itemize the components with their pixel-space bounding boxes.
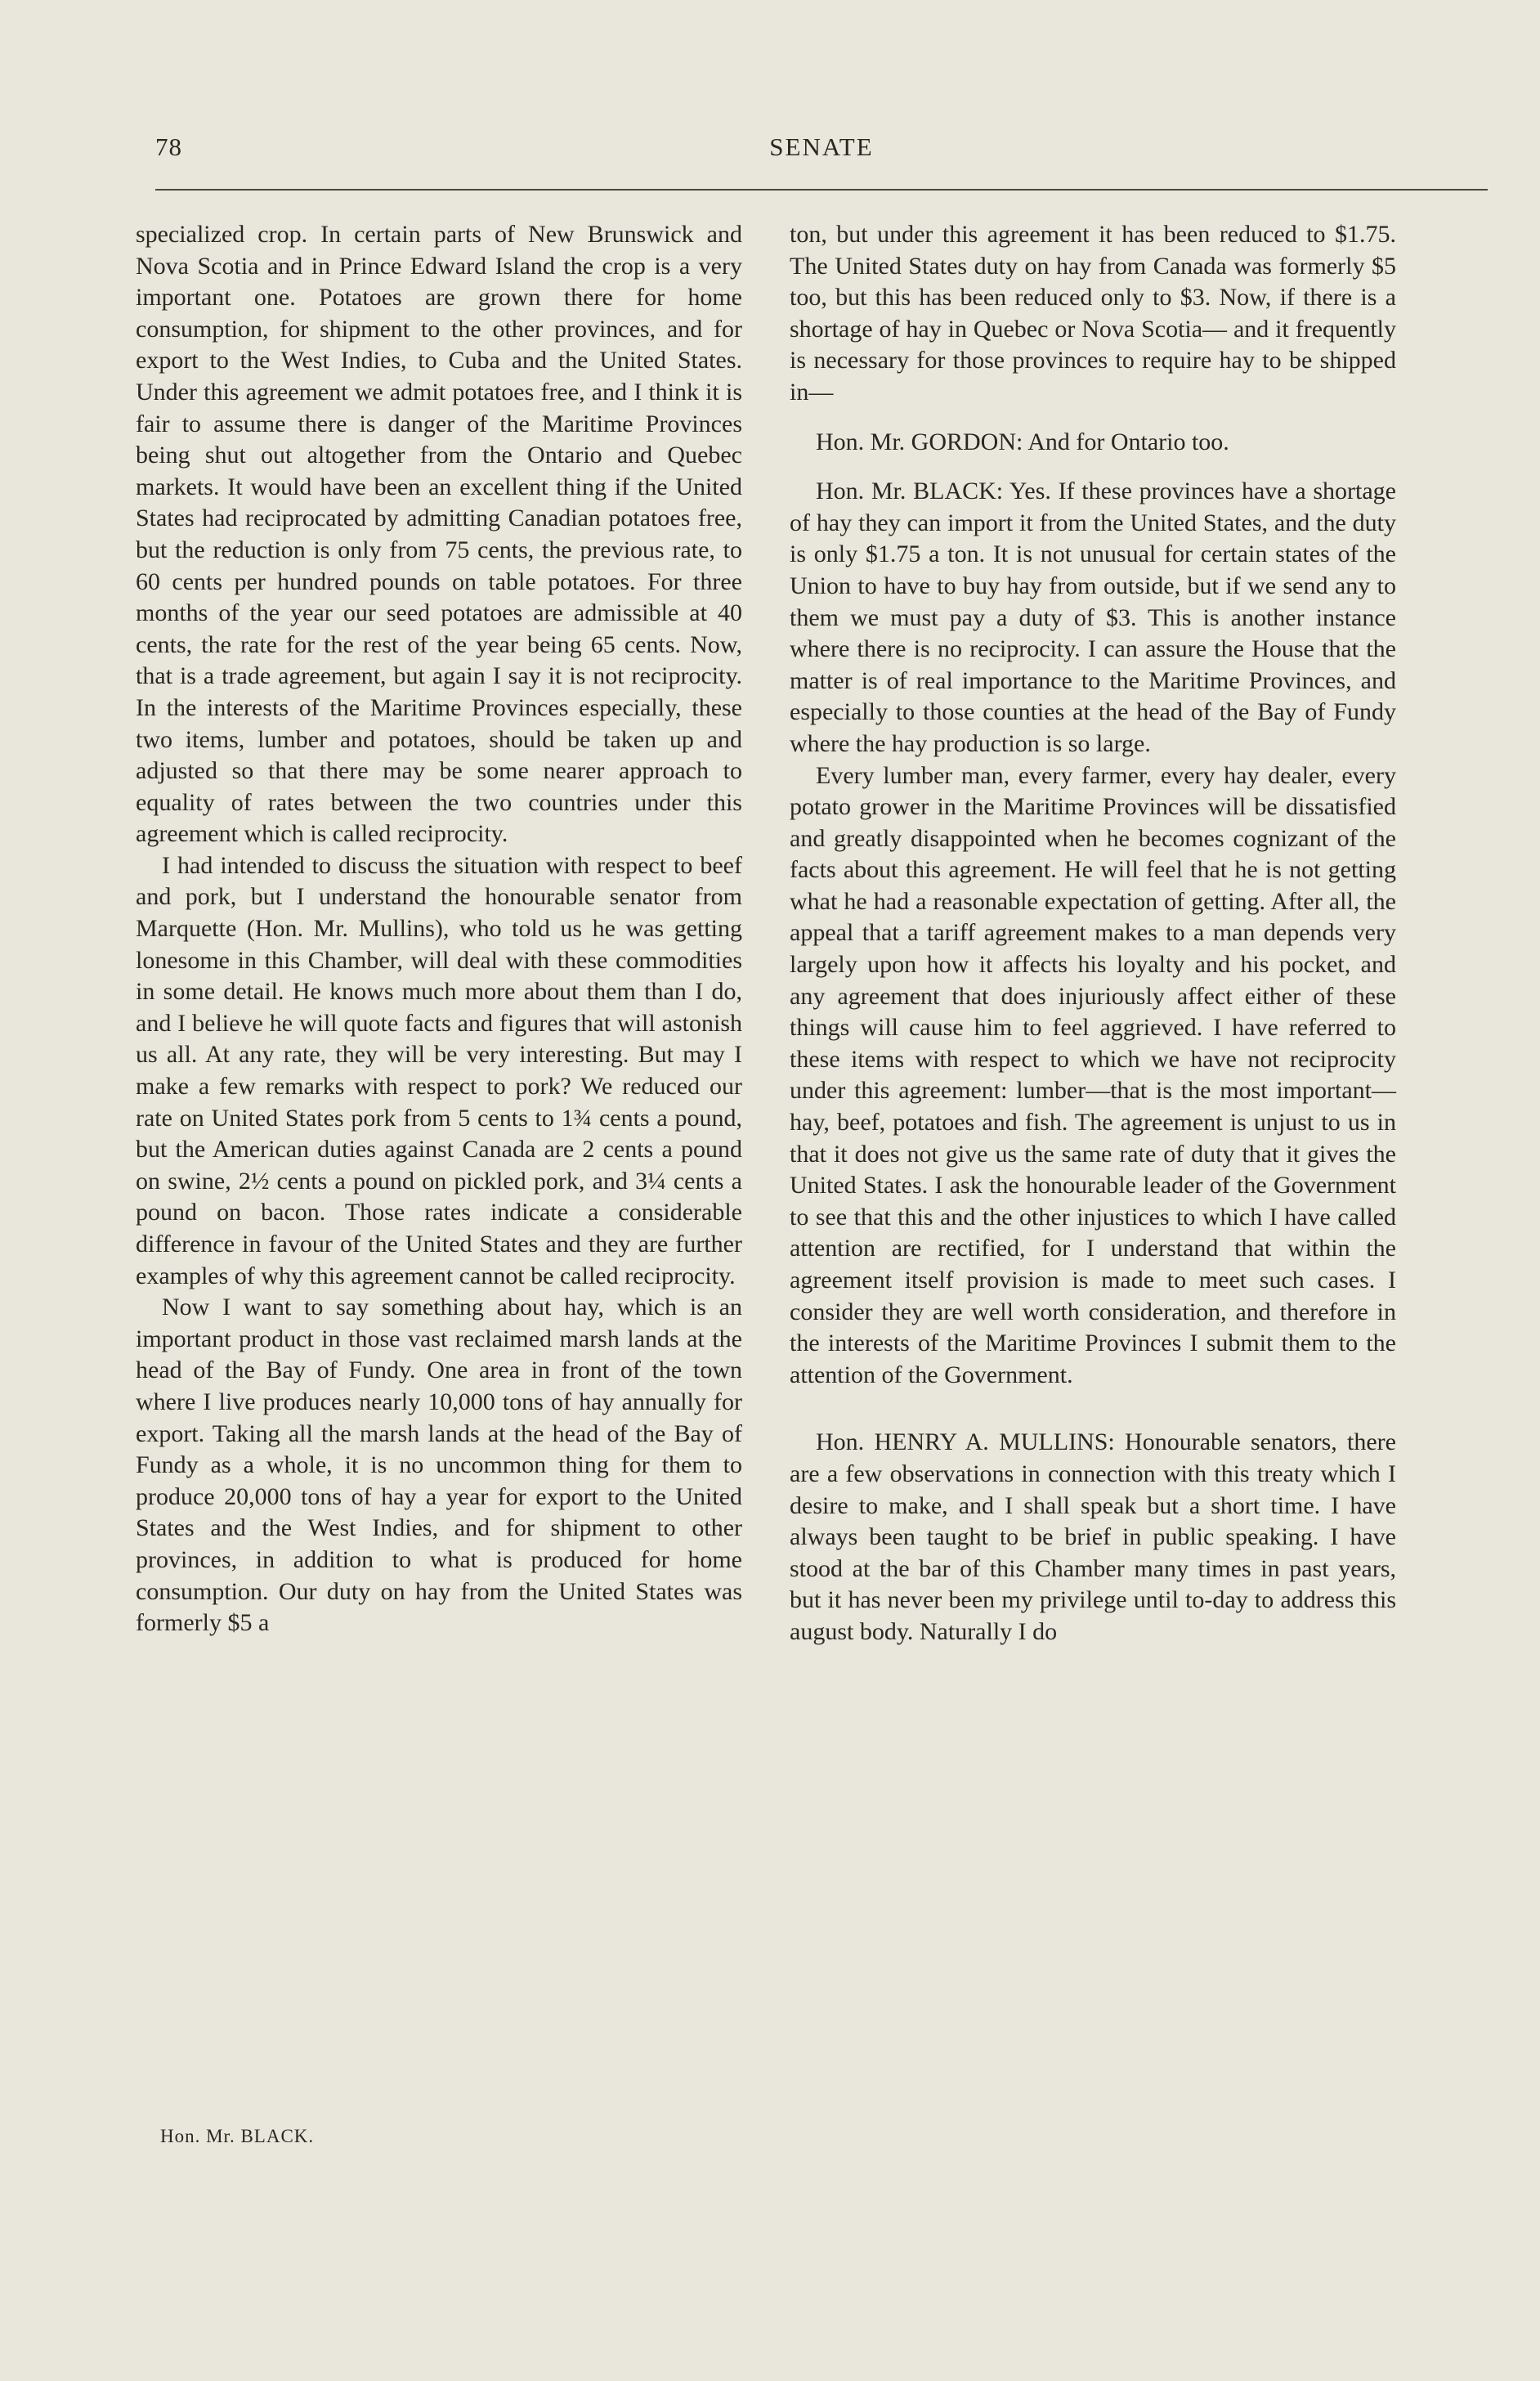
paragraph-continuation: ton, but under this agreement it has been reduced to $1.75. The United States duty on hay from Canada was formerly $5 too, but this has been reduced only to $3. Now, if there is a shortage of hay in Quebec or Nova Scotia— and it frequently is necessary for those provinces to require hay to be shipped in— bbox=[790, 221, 1396, 406]
speech-gordon: Hon. Mr. GORDON: And for Ontario too. bbox=[816, 428, 1229, 455]
left-column bbox=[136, 219, 742, 1639]
page-header bbox=[155, 129, 1488, 172]
speech-mullins: Hon. HENRY A. MULLINS: Honourable senators, there are a few observations in connection with this treaty which I desire to make, and I shall speak but a short time. I have always been taught to be brief in public speaking. I have stood at the bar of this Chamber many times in past years, but it has never been my privilege until to-day to address this august body. Naturally I do bbox=[790, 1428, 1396, 1645]
right-column bbox=[790, 219, 1396, 1648]
header-rule bbox=[155, 189, 1488, 191]
page-number: 78 bbox=[155, 132, 182, 161]
footer-speaker: Hon. Mr. BLACK. bbox=[160, 2126, 315, 2146]
speech-black: Hon. Mr. BLACK: Yes. If these provinces have a shortage of hay they can import it from the United States, and the duty is only $1.75 a ton. It is not unusual for certain states of the Union to have to buy hay from outside, but if we send any to them we must pay a duty of $3. This is another instance where there is no reciprocity. I can assure the House that the matter is of real importance to the Maritime Provinces, and especially to those counties at the head of the Bay of Fundy where the hay production is so large. bbox=[790, 478, 1396, 757]
paragraph-every-lumber-man: Every lumber man, every farmer, every hay dealer, every potato grower in the Maritime Provinces will be dissatisfied and greatly disappointed when he becomes cognizant of the facts about this agreement. He will feel that he is not getting what he had a reasonable expectation of getting. After all, the appeal that a tariff agreement makes to a man depends very largely upon how it affects his loyalty and his pocket, and any agreement that does injuriously affect either of these things will cause him to feel aggrieved. I have referred to these items with respect to which we have not reciprocity under this agreement: lumber—that is the most important—hay, beef, potatoes and fish. The agreement is unjust to us in that it does not give us the same rate of duty that it gives the United States. I ask the honourable leader of the Government to see that this and the other injustices to which I have called attention are rectified, for I understand that within the agreement itself provision is made to meet such cases. I consider they are well worth consideration, and therefore in the interests of the Maritime Provinces I submit them to the attention of the Government. bbox=[790, 761, 1396, 1388]
paragraph-potatoes: specialized crop. In certain parts of New Brunswick and Nova Scotia and in Prince Edward Island the crop is a very important one. Potatoes are grown there for home consumption, for shipment to the other provinces, and for export to the West Indies, to Cuba and the United States. Under this agreement we admit potatoes free, and I think it is fair to assume there is danger of the Maritime Provinces being shut out altogether from the Ontario and Quebec markets. It would have been an excellent thing if the United States had reciprocated by admitting Canadian potatoes free, but the reduction is only from 75 cents, the previous rate, to 60 cents per hundred pounds on table potatoes. For three months of the year our seed potatoes are admissible at 40 cents, the rate for the rest of the year being 65 cents. Now, that is a trade agreement, but again I say it is not reciprocity. In the interests of the Maritime Provinces especially, these two items, lumber and potatoes, should be taken up and adjusted so that there may be some nearer approach to equality of rates between the two countries under this agreement which is called reciprocity. bbox=[136, 221, 742, 848]
paragraph-hay: Now I want to say something about hay, which is an important product in those vast reclaimed marsh lands at the head of the Bay of Fundy. One area in front of the town where I live produces nearly 10,000 tons of hay annually for export. Taking all the marsh lands at the head of the Bay of Fundy as a whole, it is no uncommon thing for them to produce 20,000 tons of hay a year for export to the United States and the West Indies, and for shipment to other provinces, in addition to what is produced for home consumption. Our duty on hay from the United States was formerly $5 a bbox=[136, 1294, 742, 1637]
running-head: SENATE bbox=[769, 132, 874, 161]
paragraph-beef-pork: I had intended to discuss the situation with respect to beef and pork, but I understand the honourable senator from Marquette (Hon. Mr. Mullins), who told us he was getting lonesome in this Chamber, will deal with these commodities in some detail. He knows much more about them than I do, and I believe he will quote facts and figures that will astonish us all. At any rate, they will be very interesting. But may I make a few remarks with respect to pork? We reduced our rate on United States pork from 5 cents to 1¾ cents a pound, but the American duties against Canada are 2 cents a pound on swine, 2½ cents a pound on pickled pork, and 3¼ cents a pound on bacon. Those rates indicate a considerable difference in favour of the United States and they are further examples of why this agreement cannot be called reciprocity. bbox=[136, 851, 742, 1289]
